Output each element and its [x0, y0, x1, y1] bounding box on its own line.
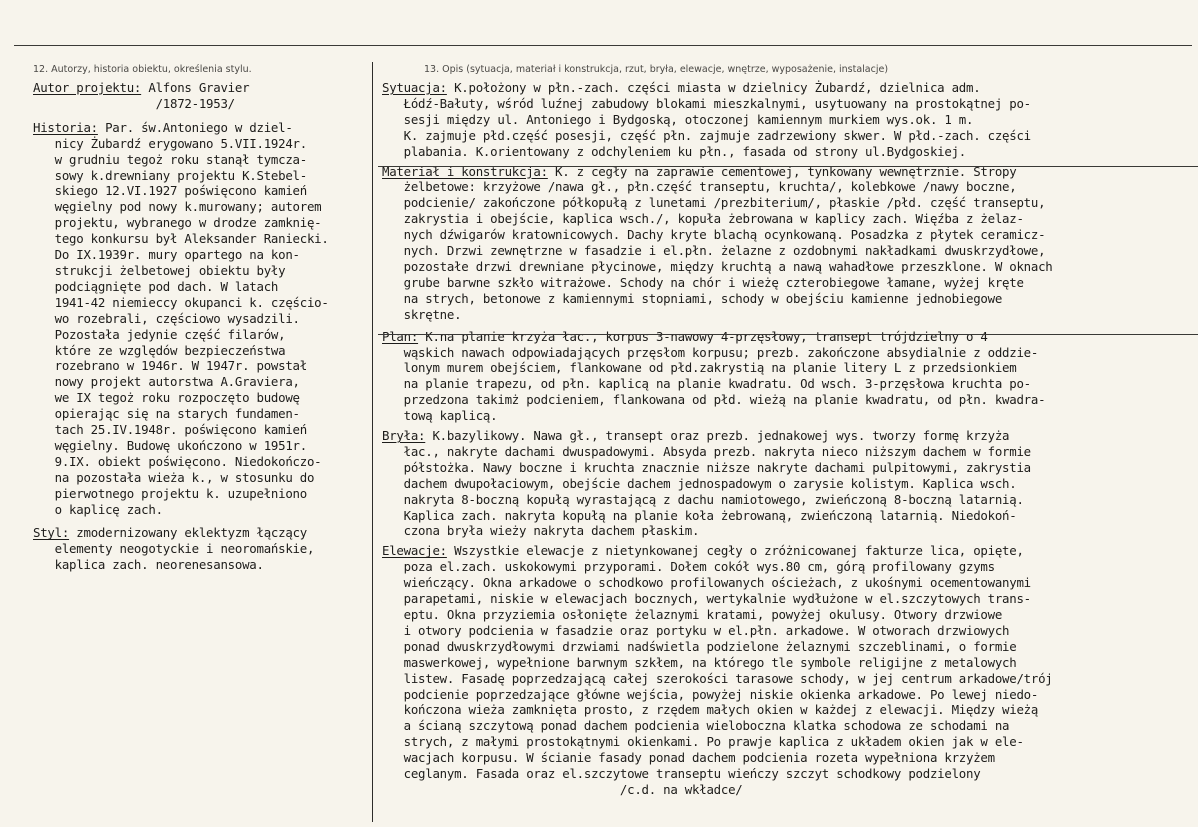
material-line: skrętne. [382, 306, 462, 322]
elewacje-line: wieńczący. Okna arkadowe o schodkowo profilowanych ościeżach, z ukośnymi ocementowanymi [382, 575, 1031, 591]
history-line: o kaplicę zach. [33, 501, 163, 517]
author-dates: /1872-1953/ [33, 95, 235, 111]
elewacje-line: a ścianą szczytową ponad dachem podcienia wieloboczna klatka schodowa ze schodami na [382, 718, 1010, 734]
plan-line: tową kaplicą. [382, 408, 498, 424]
bryla-section [382, 428, 1194, 539]
history-line: tach 25.IV.1948r. poświęcono kamień [33, 422, 307, 438]
history-line: podciągnięte pod dach. W latach [33, 278, 279, 294]
history-line: skiego 12.VI.1927 poświęcono kamień [33, 183, 307, 199]
plan-line: na planie trapezu, od płn. kaplicą na planie kwadratu. Od wsch. 3-przęsłowa kruchta po- [382, 376, 1031, 392]
situation-section [382, 80, 1194, 160]
history-label: Historia: [33, 119, 98, 135]
history-line: Pozostała jedynie część filarów, [33, 326, 286, 342]
bryla-line: półstożka. Nawy boczne i kruchta znacznie niższe nakryte dachami pulpitowymi, zakrystia [382, 459, 1031, 475]
author-label: Autor projektu: [33, 80, 142, 95]
history-line: projektu, wybranego w drodze zamknię- [33, 215, 322, 231]
style-line: kaplica zach. neorenesansowa. [33, 557, 264, 573]
situation-label: Sytuacja: [382, 80, 447, 95]
left-column-header: 12. Autorzy, historia obiektu, określenia stylu. [33, 64, 252, 75]
history-line: Do IX.1939r. mury opartego na kon- [33, 247, 300, 263]
material-line: na strych, betonowe z kamiennymi stopniami, schody w obejściu kamienne jednobiegowe [382, 290, 1003, 306]
elewacje-line: ceglanym. Fasada oraz el.szczytowe transeptu wieńczy szczyt schodkowy podzielony [382, 766, 981, 782]
bryla-line: K.bazylikowy. Nawa gł., transept oraz prezb. jednakowej wys. tworzy formę krzyża [425, 428, 1010, 444]
material-line: nych. Drzwi zewnętrzne w fasadzie i el.płn. żelazne z ozdobnymi nakładkami dwuskrzydłowe, [382, 243, 1046, 259]
history-line: w grudniu tegoż roku stanął tymcza- [33, 151, 307, 167]
history-line: 1941-42 niemieccy okupanci k. częścio- [33, 294, 329, 310]
material-line: grube barwne szkło witrażowe. Schody na chór i wieżę czterobiegowe łamane, wyżej kręte [382, 274, 1024, 290]
history-line: węgielny. Budowę ukończono w 1951r. [33, 437, 307, 453]
elewacje-label: Elewacje: [382, 543, 447, 559]
style-section [33, 525, 373, 573]
history-line: pierwotnego projektu k. uzupełniono [33, 485, 307, 501]
style-line: zmodernizowany eklektyzm łączący [69, 525, 307, 541]
section-separator [378, 334, 1198, 335]
bryla-line: czona bryła wieży nakryta dachem płaskim. [382, 523, 700, 539]
material-section [382, 164, 1194, 323]
situation-line: Łódź-Bałuty, wśród luźnej zabudowy blokami mieszkalnymi, usytuowany na prostokątnej po- [382, 95, 1031, 111]
material-line: podcienie/ zakończone półkopułą z lunetami /prezbiterium/, płaskie /płd. część transeptu, [382, 195, 1046, 211]
history-line: które ze względów bezpieczeństwa [33, 342, 286, 358]
top-rule [14, 45, 1192, 46]
material-line: zakrystia i obejście, kaplica wsch./, kopuła żebrowana w kaplicy zach. Więźba z żelaz- [382, 211, 1024, 227]
material-line: nych dźwigarów kratownicowych. Dachy kryte blachą ocynkowaną. Posadzka z płytek ceramicz- [382, 227, 1046, 243]
material-line: K. z cegły na zaprawie cementowej, tynkowany wewnętrznie. Stropy [547, 163, 1017, 179]
bryla-line: Kaplica zach. nakryta kopułą na planie koła żebrowaną, zwieńczoną latarnią. Niedokoń- [382, 507, 1017, 523]
plan-line: K.na planie krzyża łac., korpus 3-nawowy 4-przęsłowy, transept trójdzielny o 4 [418, 328, 988, 344]
author-name: Alfons Gravier [141, 80, 250, 95]
right-column [382, 80, 1194, 802]
history-line: węgielny pod nowy k.murowany; autorem [33, 199, 322, 215]
plan-line: przedzona takimż podcieniem, flankowana od płd. wieżą na planie kwadratu, od płn. kwadra- [382, 392, 1046, 408]
bryla-line: nakryta 8-boczną kopułą wyrastającą z dachu namiotowego, zwieńczoną 8-boczną latarnią. [382, 491, 1024, 507]
section-separator [378, 166, 1198, 167]
material-line: żelbetowe: krzyżowe /nawa gł., płn.część transeptu, kruchta/, kolebkowe /nawy boczne, [382, 179, 1017, 195]
history-line: opierając się na starych fundamen- [33, 406, 300, 422]
elewacje-line: kończona wieża zamknięta prosto, z rzędem małych okien w każdej z elewacji. Między wieżą [382, 702, 1039, 718]
elewacje-line: wacjach korpusu. W ścianie fasady ponad dachem podcienia rozeta wypełniona krzyżem [382, 750, 995, 766]
situation-line: plabania. K.orientowany z odchyleniem ku płn., fasada od strony ul.Bydgoskiej. [382, 143, 966, 159]
elewacje-line: poza el.zach. uskokowymi przyporami. Dołem cokół wys.80 cm, górą profilowany gzyms [382, 559, 995, 575]
elewacje-line: ponad dwuskrzydłowymi drzwiami nadświetla podzielone żelaznymi szczeblinami, o formie [382, 638, 1017, 654]
bryla-line: dachem dwupołaciowym, obejście dachem jednospadowym o zarysie kolistym. Kaplica wsch. [382, 475, 1017, 491]
history-line: nowy projekt autorstwa A.Graviera, [33, 374, 300, 390]
history-line: tego konkursu był Aleksander Raniecki. [33, 231, 329, 247]
material-line: pozostałe drzwi drewniane płycinowe, między kruchtą a nawą wahadłowe przeszklone. W oknach [382, 258, 1053, 274]
author-section [33, 80, 373, 112]
history-line: wo rozebrali, częściowo wysadzili. [33, 310, 300, 326]
history-line: na pozostała wieża k., w stosunku do [33, 469, 315, 485]
style-label: Styl: [33, 525, 70, 541]
situation-line: sesji między ul. Antoniego i Bydgoską, otoczonej kamiennym murkiem wys.ok. 1 m. [382, 111, 974, 127]
elewacje-line: /c.d. na wkładce/ [382, 781, 743, 797]
plan-line: lonym murem obejściem, flankowane od płd.zakrystią na planie litery L z przedsionkiem [382, 360, 1017, 376]
left-column [33, 80, 373, 581]
history-line: rozebrano w 1946r. W 1947r. powstał [33, 358, 307, 374]
plan-label: Plan: [382, 328, 419, 344]
elewacje-line: maswerkowej, wypełnione barwnym szkłem, na którego tle symbole religijne z metalowych [382, 654, 1017, 670]
elewacje-line: strych, z małymi prostokątnymi okienkami. Po prawje kaplica z układem okien jak w ele- [382, 734, 1024, 750]
history-line: Par. św.Antoniego w dziel- [97, 119, 293, 135]
situation-line: K. zajmuje płd.część posesji, część płn. zajmuje zadrzewiony skwer. W płd.-zach. części [382, 127, 1031, 143]
history-line: nicy Żubardź erygowano 5.VII.1924r. [33, 135, 307, 151]
elewacje-line: podcienie poprzedzające główne wejścia, powyżej niskie okienka arkadowe. Po lewej niedo- [382, 686, 1039, 702]
elewacje-line: listew. Fasadę poprzedzającą całej szerokości tarasowe schody, w jej centrum arkadowe/trój [382, 670, 1053, 686]
history-line: we IX tegoż roku rozpoczęto budowę [33, 390, 300, 406]
history-section [33, 120, 373, 518]
elewacje-section [382, 543, 1194, 798]
plan-line: wąskich nawach odpowiadających przęsłom korpusu; prezb. zakończone absydialnie z oddzie- [382, 344, 1039, 360]
situation-line: K.położony w płn.-zach. części miasta w dzielnicy Żubardź, dzielnica adm. [446, 80, 981, 95]
bryla-line: łac., nakryte dachami dwuspadowymi. Absyda prezb. nakryta nieco niższym dachem w formie [382, 443, 1031, 459]
elewacje-line: parapetami, niskie w elewacjach bocznych, wertykalnie wydłużone w el.szczytowych trans- [382, 591, 1031, 607]
material-label: Materiał i konstrukcja: [382, 163, 548, 179]
style-line: elementy neogotyckie i neoromańskie, [33, 541, 315, 557]
elewacje-line: eptu. Okna przyziemia osłonięte żelaznymi kratami, powyżej okulusy. Otwory drzwiowe [382, 607, 1003, 622]
right-column-header: 13. Opis (sytuacja, materiał i konstrukcja, rzut, bryła, elewacje, wnętrze, wyposażenie, instalacje) [424, 64, 889, 75]
bryla-label: Bryła: [382, 428, 426, 444]
elewacje-line: i otwory podcienia w fasadzie oraz portyku w el.płn. arkadowe. W otworach drzwiowych [382, 622, 1010, 638]
plan-section [382, 329, 1194, 424]
history-line: sowy k.drewniany projektu K.Stebel- [33, 167, 307, 183]
history-line: 9.IX. obiekt poświęcono. Niedokończo- [33, 453, 322, 469]
history-line: strukcji żelbetowej obiektu były [33, 262, 286, 278]
elewacje-line: Wszystkie elewacje z nietynkowanej cegły o zróżnicowanej fakturze lica, opięte, [446, 543, 1024, 559]
